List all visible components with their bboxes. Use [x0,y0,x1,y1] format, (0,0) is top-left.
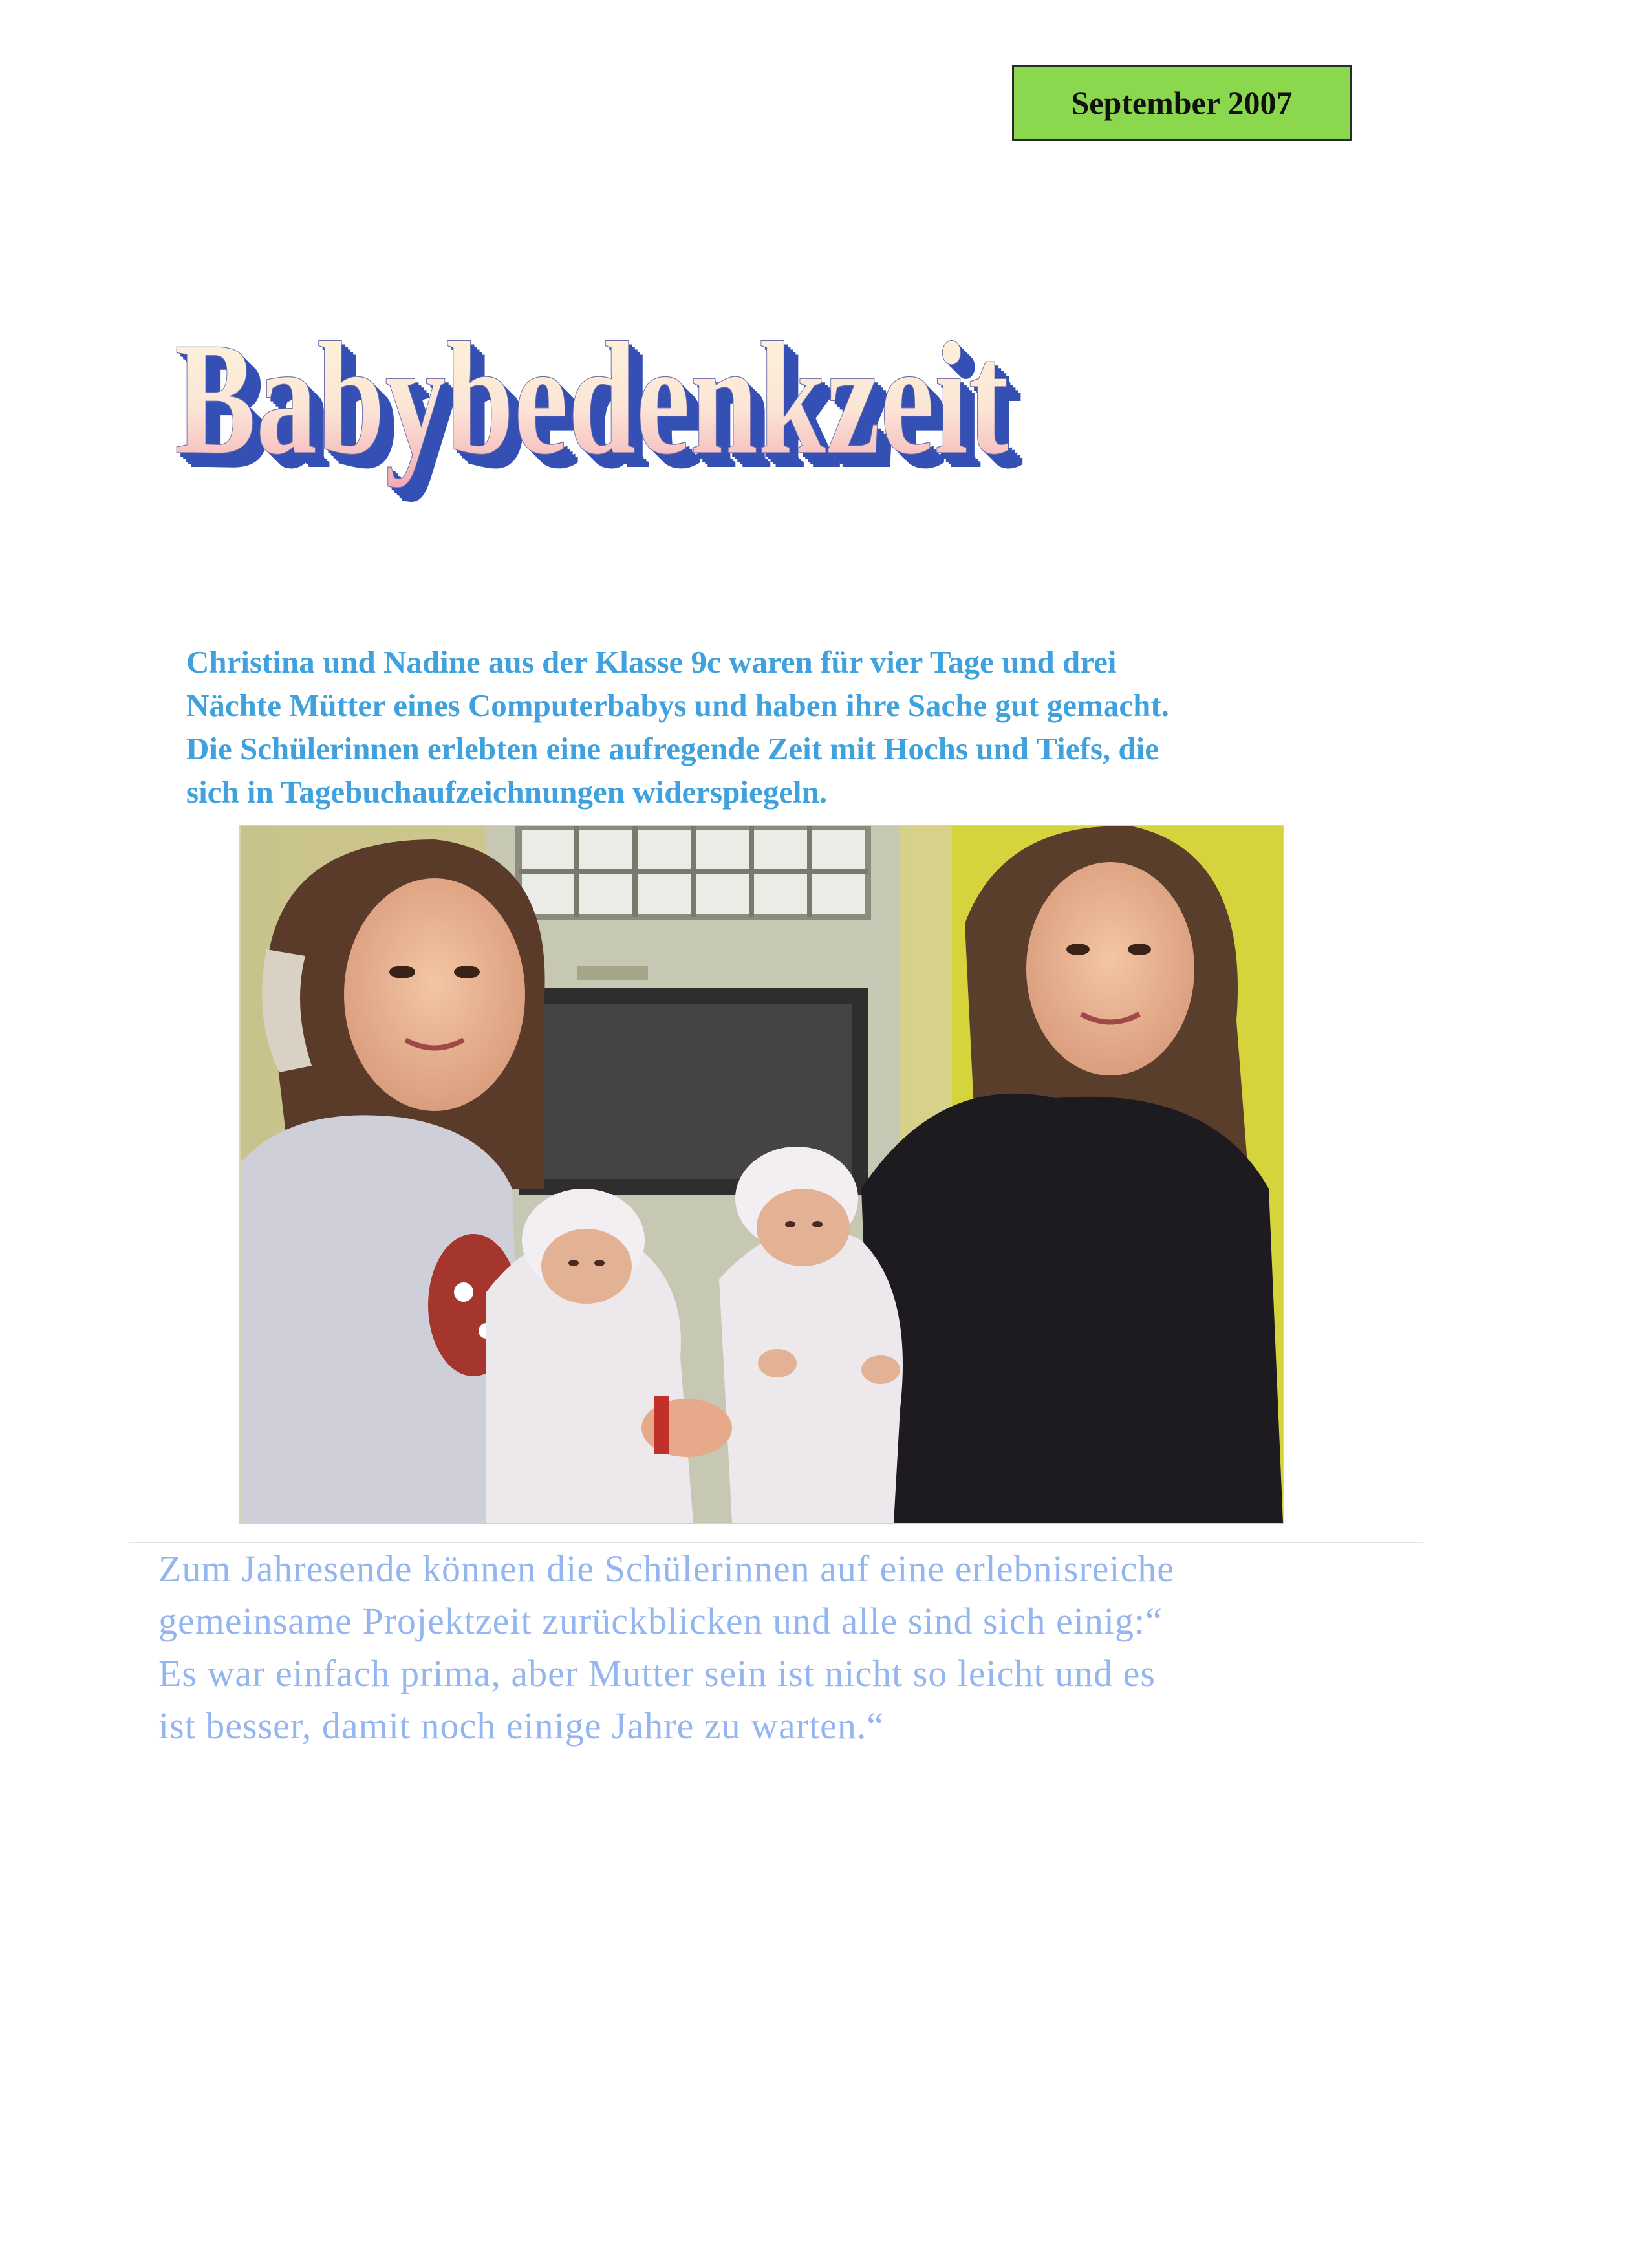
date-badge-label: September 2007 [1071,85,1293,121]
intro-line: Christina und Nadine aus der Klasse 9c waren für vier Tage und drei [186,644,1117,680]
svg-text:Babybedenkzeit: Babybedenkzeit [186,321,1020,500]
svg-text:Babybedenkzeit: Babybedenkzeit [178,313,1013,492]
date-badge [1012,65,1352,141]
intro-line: sich in Tagebuchaufzeichnungen widerspiegeln. [186,774,828,810]
article-photo [241,826,1283,1523]
svg-text:Babybedenkzeit: Babybedenkzeit [181,316,1015,495]
closing-line: ist besser, damit noch einige Jahre zu warten.“ [158,1705,885,1747]
svg-text:Babybedenkzeit: Babybedenkzeit [184,318,1018,497]
svg-text:Babybedenkzeit: Babybedenkzeit [189,323,1023,502]
headline-title: Babybedenkzeit [175,309,1009,488]
intro-line: Nächte Mütter eines Computerbabys und haben ihre Sache gut gemacht. [186,687,1169,723]
headline-wordart [175,213,1054,511]
closing-line: Es war einfach prima, aber Mutter sein ist nicht so leicht und es [158,1652,1156,1694]
intro-line: Die Schülerinnen erlebten eine aufregende Zeit mit Hochs und Tiefs, die [186,731,1159,766]
closing-line: Zum Jahresende können die Schülerinnen auf eine erlebnisreiche [158,1548,1175,1590]
closing-line: gemeinsame Projektzeit zurückblicken und alle sind sich einig:“ [158,1600,1163,1642]
closing-paragraph [158,1542,1452,1752]
intro-paragraph [186,640,1415,814]
